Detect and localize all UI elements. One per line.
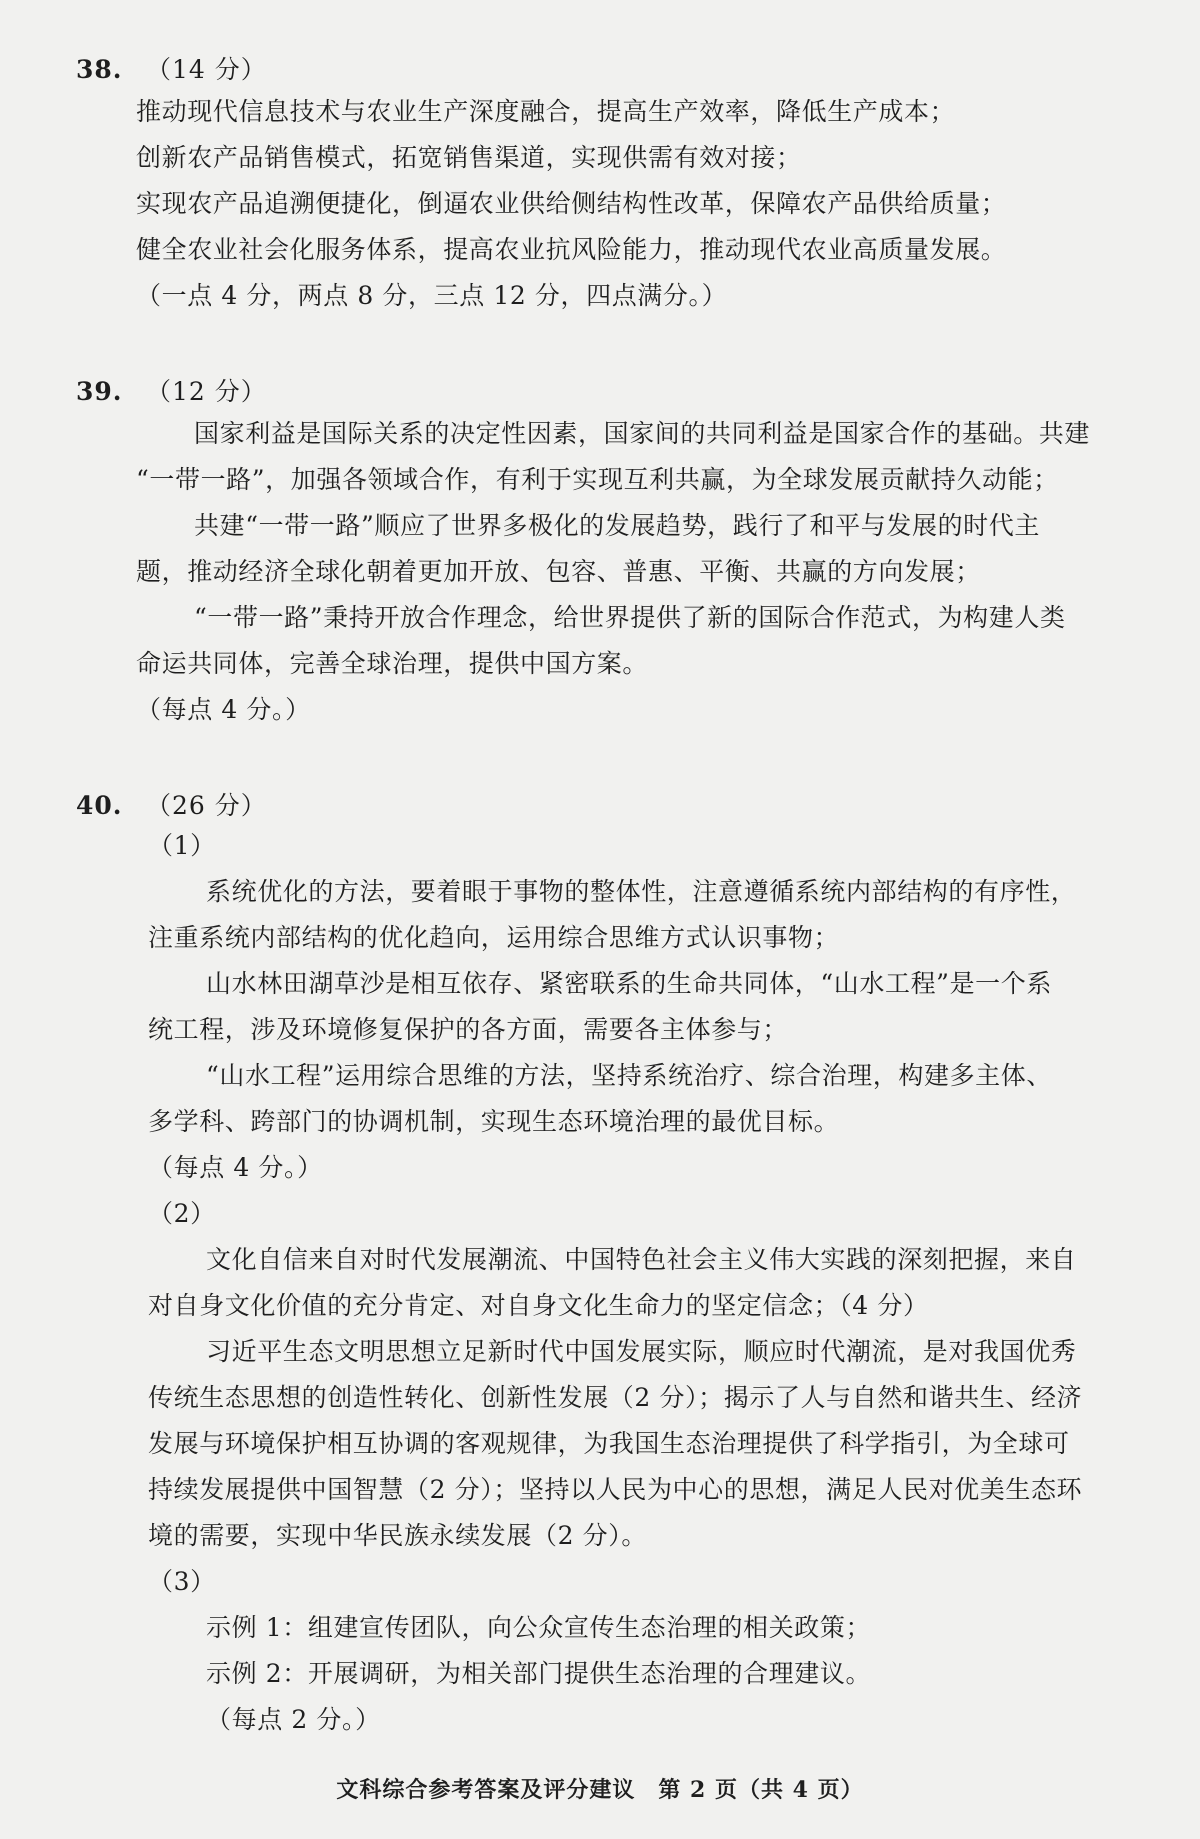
q40-part3-example: 示例 2：开展调研，为相关部门提供生态治理的合理建议。 [206,1659,872,1688]
q40-part3-label: （3） [148,1567,216,1596]
q40-part2-line: 对自身文化价值的充分肯定、对自身文化生命力的坚定信念；（4 分） [148,1291,929,1320]
q40-number: 40. [76,791,123,820]
q40-part2-label: （2） [148,1199,216,1228]
q38-number: 38. [76,55,123,84]
q39-header [76,372,267,408]
q40-part2-line: 传统生态思想的创造性转化、创新性发展（2 分）；揭示了人与自然和谐共生、经济 [148,1383,1083,1412]
q40-part2-line: 发展与环境保护相互协调的客观规律，为我国生态治理提供了科学指引，为全球可 [148,1429,1070,1458]
q40-points: （26 分） [146,791,267,820]
q40-part1-label: （1） [148,831,216,860]
q40-part1-line: “山水工程”运用综合思维的方法，坚持系统治疗、综合治理，构建多主体、 [206,1061,1052,1090]
q40-part1-line: 注重系统内部结构的优化趋向，运用综合思维方式认识事物； [148,923,840,952]
q39-line: 国家利益是国际关系的决定性因素，国家间的共同利益是国家合作的基础。共建 [194,419,1091,448]
q38-line: 实现农产品追溯便捷化，倒逼农业供给侧结构性改革，保障农产品供给质量； [136,189,1007,218]
q39-line: 共建“一带一路”顺应了世界多极化的发展趋势，践行了和平与发展的时代主 [194,511,1040,540]
q40-part2-line: 文化自信来自对时代发展潮流、中国特色社会主义伟大实践的深刻把握，来自 [206,1245,1077,1274]
q39-line: “一带一路”秉持开放合作理念，给世界提供了新的国际合作范式，为构建人类 [194,603,1066,632]
q39-line: 命运共同体，完善全球治理，提供中国方案。 [136,649,649,678]
q39-line: “一带一路”，加强各领域合作，有利于实现互利共赢，为全球发展贡献持久动能； [136,465,1059,494]
q40-part1-line: 山水林田湖草沙是相互依存、紧密联系的生命共同体，“山水工程”是一个系 [206,969,1052,998]
page-footer: 文科综合参考答案及评分建议 第 2 页（共 4 页） [336,1777,864,1803]
q39-number: 39. [76,377,123,406]
q39-line: 题，推动经济全球化朝着更加开放、包容、普惠、平衡、共赢的方向发展； [136,557,981,586]
q40-part1-scoring-note: （每点 4 分。） [148,1153,323,1182]
q38-line: 推动现代信息技术与农业生产深度融合，提高生产效率，降低生产成本； [136,97,956,126]
q40-part1-line: 统工程，涉及环境修复保护的各方面，需要各主体参与； [148,1015,789,1044]
q39-scoring-note: （每点 4 分。） [136,695,311,724]
q39-points: （12 分） [146,377,267,406]
q40-part2-line: 境的需要，实现中华民族永续发展（2 分）。 [148,1521,647,1550]
q40-part1-line: 多学科、跨部门的协调机制，实现生态环境治理的最优目标。 [148,1107,840,1136]
q40-part3-example: 示例 1：组建宣传团队，向公众宣传生态治理的相关政策； [206,1613,872,1642]
q40-part2-line: 持续发展提供中国智慧（2 分）；坚持以人民为中心的思想，满足人民对优美生态环 [148,1475,1083,1504]
q38-points: （14 分） [146,55,267,84]
q38-scoring-note: （一点 4 分，两点 8 分，三点 12 分，四点满分。） [136,281,728,310]
q38-line: 健全农业社会化服务体系，提高农业抗风险能力，推动现代农业高质量发展。 [136,235,1007,264]
q38-line: 创新农产品销售模式，拓宽销售渠道，实现供需有效对接； [136,143,802,172]
q40-part2-line: 习近平生态文明思想立足新时代中国发展实际，顺应时代潮流，是对我国优秀 [206,1337,1077,1366]
q40-part1-line: 系统优化的方法，要着眼于事物的整体性，注意遵循系统内部结构的有序性， [206,877,1077,906]
q40-header [76,786,267,822]
q38-header [76,50,267,86]
q40-part3-scoring-note: （每点 2 分。） [206,1705,381,1734]
